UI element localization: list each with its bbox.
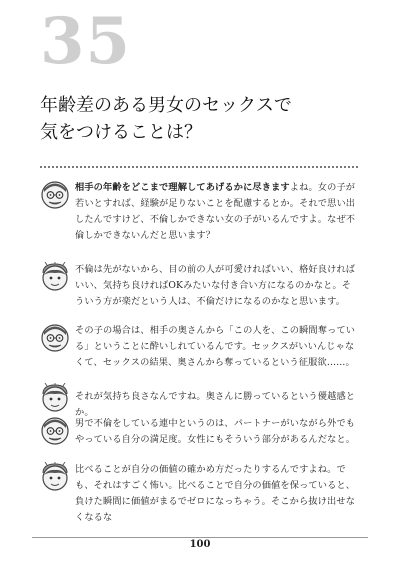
woman-bun-hair-avatar [40,383,70,413]
dialogue-turn [40,262,360,310]
dotted-divider [40,166,358,168]
speech-text [75,180,360,244]
dialogue-turn [40,462,360,526]
speech-body: 比べることが自分の価値の確かめ方だったりするんですよね。でも、それはすごく怖い。比べることで自分の価値を保っていると、負けた瞬間に価値がまるでゼロになっちゃう。そこから抜け出せなくなるな [75,464,356,523]
title-line-1: 年齢差のある男女のセックスで [40,95,292,116]
speech-text [75,262,360,310]
speech-text [75,323,360,371]
footer-rule [32,537,368,538]
man-with-glasses-avatar [40,323,70,353]
speech-body: 不倫は先がないから、目の前の人が可愛ければいい、格好良ければいい、気持ち良ければOKみたいな付き合い方になるのかなと。そういう方が楽だという人は、不倫だけになるのかなと思います。 [75,264,356,307]
dialogue-turn [40,180,360,244]
dialogue-turn [40,416,360,448]
page-number: 100 [189,539,211,550]
speech-text [75,416,360,448]
speech-text [75,462,360,526]
woman-bun-hair-avatar [40,462,70,492]
speech-body: それが気持ち良さなんですね。奥さんに勝っているという優越感とか。 [75,391,356,418]
speech-body: 男で不倫をしている連中というのは、パートナーがいながら外でもやっている自分の満足度。女性にもそういう部分があるんだなと。 [75,418,356,445]
woman-bun-hair-avatar [40,262,70,292]
chapter-number: 35 [40,4,132,79]
page-title [40,92,370,146]
man-with-glasses-avatar [40,416,70,446]
title-line-2: 気をつけることは？ [40,122,202,143]
speech-emphasis: 相手の年齢をどこまで理解してあげるかに尽きます [75,182,290,193]
man-with-glasses-avatar [40,180,70,210]
speech-body: よね。女の子が若いとすれば、経験が足りないことを配慮するとか。それで思い出したんですけど、不倫しかできない女の子がいるんですよ。なぜ不倫しかできないんだと思います？ [75,182,356,241]
speech-body: その子の場合は、相手の奥さんから「この人を、この瞬間奪っている」ということに酔いしれているんです。セックスがいいんじゃなくて、セックスの結果、奥さんから奪っているという征服欲……。 [75,325,356,368]
dialogue-turn [40,323,360,371]
